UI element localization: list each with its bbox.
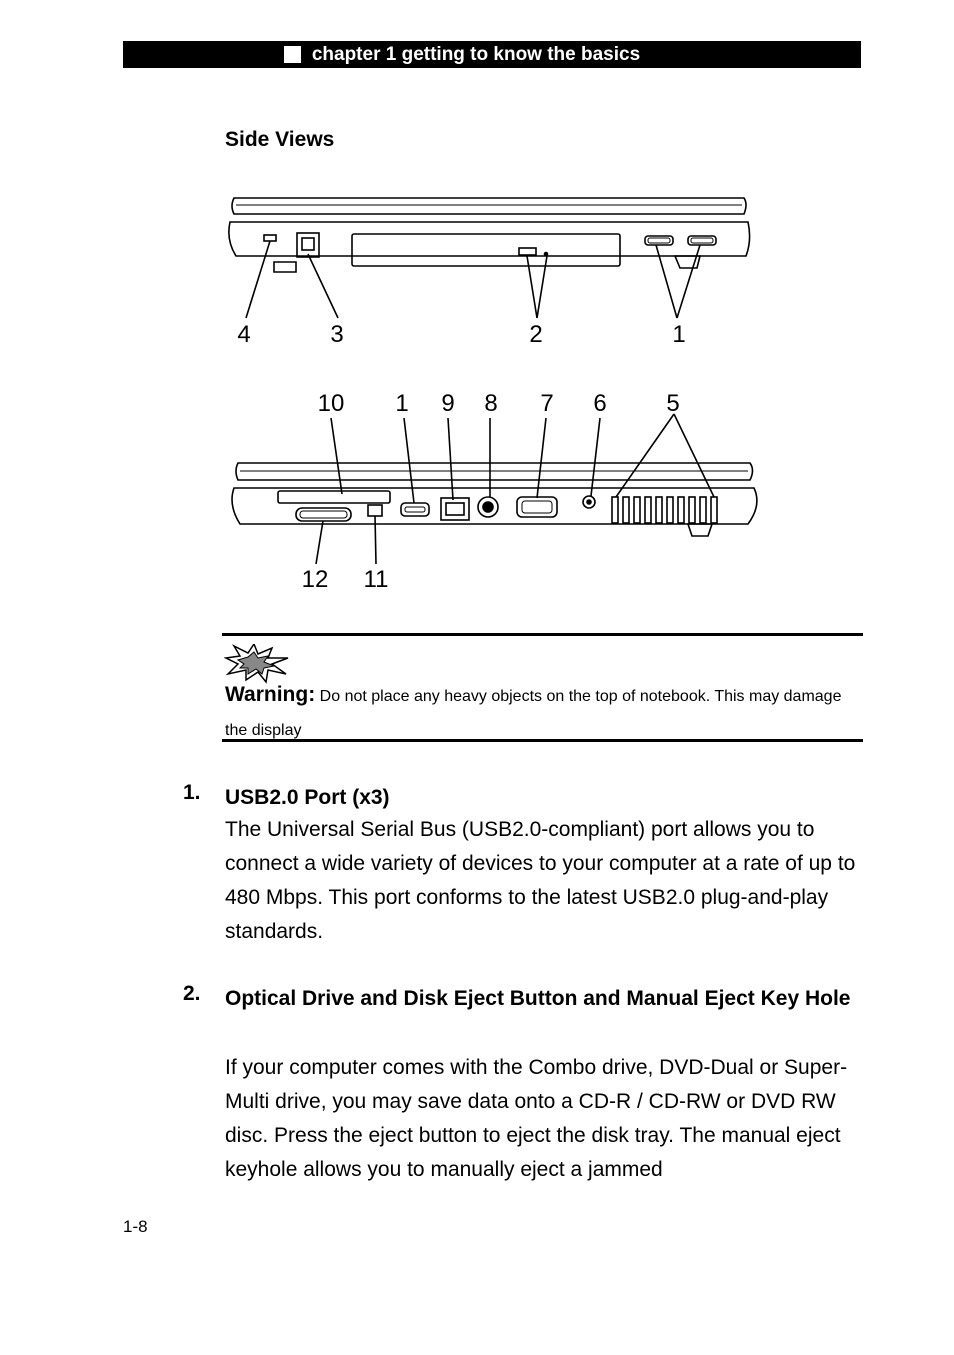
- vga-port: [517, 497, 557, 517]
- callout-label-4: 4: [237, 321, 251, 348]
- section-title: Side Views: [225, 128, 335, 151]
- warning-label: Warning:: [225, 683, 316, 706]
- top-small-port: [264, 235, 276, 241]
- callout-label-3: 3: [330, 321, 344, 348]
- callout-label-8: 8: [484, 390, 498, 417]
- top-usb-2: [688, 236, 716, 245]
- express-card-slot: [296, 508, 351, 521]
- item-title: USB2.0 Port (x3): [225, 786, 390, 809]
- top-usb-1: [645, 236, 673, 245]
- item-title: Optical Drive and Disk Eject Button and Manual Eject Key Hole: [225, 987, 851, 1010]
- top-optical-drive: [352, 234, 620, 266]
- warning-box: [222, 633, 863, 742]
- item-body: If your computer comes with the Combo drive, DVD-Dual or Super-Multi drive, you may save data onto a CD-R / CD-RW or DVD RW disc. Press the eject button to eject the disk tray. The manual eject keyhole allows you to manually eject a jammed: [225, 1056, 848, 1181]
- warning-message: Do not place any heavy objects on the top of notebook. This may damage the display: [225, 688, 842, 739]
- card-reader-slot: [278, 491, 390, 503]
- list-item-optical-drive: [183, 982, 873, 1192]
- vent-grille: [612, 497, 717, 523]
- callout-label-2: 2: [529, 321, 543, 348]
- page-number: 1-8: [123, 1217, 148, 1236]
- side-views-figure: [0, 0, 954, 610]
- eject-button: [519, 248, 536, 255]
- top-base: [229, 222, 750, 256]
- callout-label-11: 11: [363, 566, 389, 593]
- top-rj11-port: [297, 233, 319, 257]
- callout-label-10: 10: [317, 390, 345, 417]
- callout-label-6: 6: [593, 390, 607, 417]
- callout-label-1: 1: [672, 321, 686, 348]
- list-item-usb: [183, 781, 873, 951]
- callout-label-5: 5: [666, 390, 680, 417]
- item-body: The Universal Serial Bus (USB2.0-compliant) port allows you to connect a wide variety of devices to your computer at a rate of up to 480 Mbps. This port conforms to the latest USB2.0 plug-and-play standards.: [225, 818, 856, 943]
- ieee1394-port: [368, 505, 382, 516]
- callout-label-1b: 1: [395, 390, 409, 417]
- item-number: 2.: [183, 982, 201, 1005]
- callout-label-7: 7: [540, 390, 554, 417]
- warning-text: [225, 678, 861, 748]
- chapter-title: chapter 1 getting to know the basics: [311, 43, 641, 65]
- item-number: 1.: [183, 781, 201, 804]
- callout-label-12: 12: [301, 566, 329, 593]
- callout-label-9: 9: [441, 390, 455, 417]
- top-lid: [232, 198, 746, 214]
